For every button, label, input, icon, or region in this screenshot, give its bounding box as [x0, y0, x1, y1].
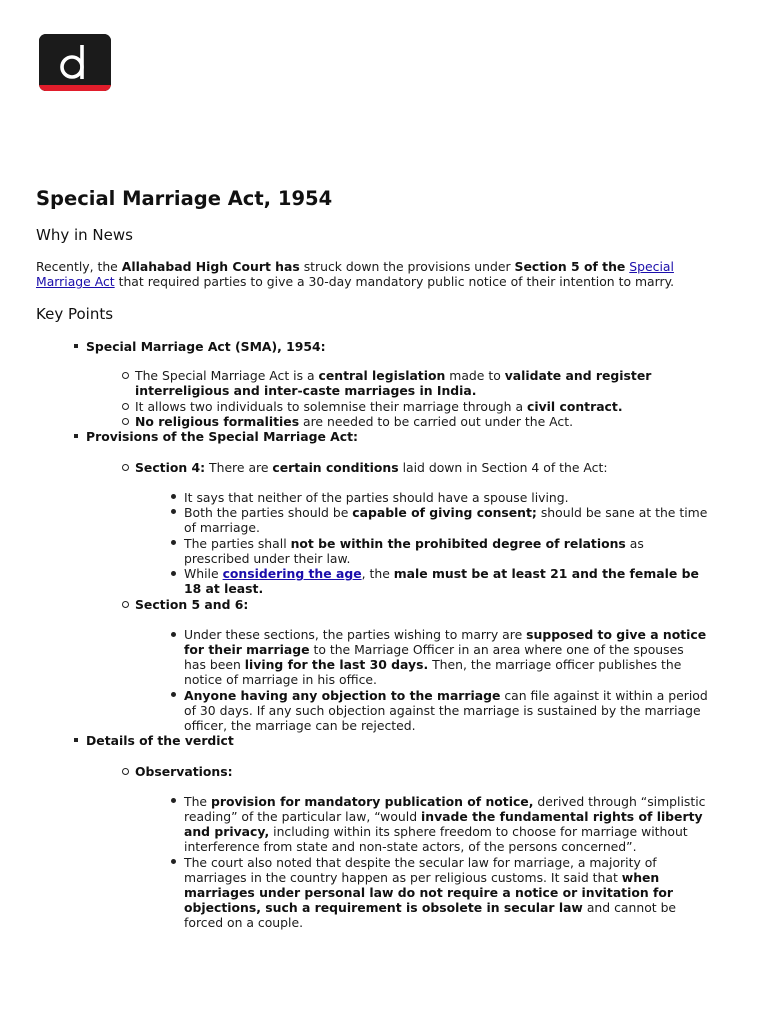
- list-item-sma: Special Marriage Act (SMA), 1954:: [86, 339, 326, 354]
- notice-2-line2: of 30 days. If any such objection against the marriage is sustained by the marriage: [184, 703, 701, 718]
- dot-bullet-icon: [171, 494, 176, 499]
- dot-bullet-icon: [171, 632, 176, 637]
- condition-2-line1: Both the parties should be capable of giving consent; should be sane at the time: [184, 505, 708, 520]
- circle-bullet-icon: [122, 403, 129, 410]
- provision-section-4: Section 4: There are certain conditions laid down in Section 4 of the Act:: [135, 460, 608, 475]
- square-bullet-icon: [74, 434, 78, 438]
- condition-1: It says that neither of the parties should have a spouse living.: [184, 490, 569, 505]
- observation-1-line1: The provision for mandatory publication of notice, derived through “simplistic: [184, 794, 706, 809]
- page-title: Special Marriage Act, 1954: [36, 187, 333, 210]
- list-item-provisions: Provisions of the Special Marriage Act:: [86, 429, 358, 444]
- observation-1-line3: and privacy, including within its sphere freedom to choose for marriage without: [184, 824, 688, 839]
- condition-4-line1: While considering the age, the male must be at least 21 and the female be: [184, 566, 699, 581]
- circle-bullet-icon: [122, 768, 129, 775]
- notice-2-line3: officer, the marriage can be rejected.: [184, 718, 416, 733]
- dot-bullet-icon: [171, 540, 176, 545]
- logo-d-icon: [39, 34, 111, 91]
- special-marriage-act-link-cont[interactable]: Marriage Act: [36, 274, 115, 289]
- condition-3-line1: The parties shall not be within the prohibited degree of relations as: [184, 536, 644, 551]
- notice-1-line2: for their marriage to the Marriage Officer in an area where one of the spouses: [184, 642, 684, 657]
- special-marriage-act-link[interactable]: Special: [629, 259, 674, 274]
- observation-2-line5: forced on a couple.: [184, 915, 304, 930]
- circle-bullet-icon: [122, 418, 129, 425]
- circle-bullet-icon: [122, 601, 129, 608]
- section-heading-news: Why in News: [36, 226, 133, 244]
- observation-2-line2: marriages in the country happen as per religious customs. It said that when: [184, 870, 660, 885]
- sma-item-3: No religious formalities are needed to be carried out under the Act.: [135, 414, 574, 429]
- circle-bullet-icon: [122, 372, 129, 379]
- square-bullet-icon: [74, 344, 78, 348]
- news-paragraph-line1: Recently, the Allahabad High Court has struck down the provisions under Section 5 of the Special: [36, 259, 674, 274]
- condition-4-line2: 18 at least.: [184, 581, 264, 596]
- provision-section-5-6: Section 5 and 6:: [135, 597, 249, 612]
- drishti-logo[interactable]: [39, 34, 111, 91]
- dot-bullet-icon: [171, 509, 176, 514]
- dot-bullet-icon: [171, 859, 176, 864]
- observation-1-line4: interference from state and non-state actors, of the persons concerned”.: [184, 839, 637, 854]
- verdict-observations: Observations:: [135, 764, 233, 779]
- considering-the-age-link[interactable]: considering the age: [222, 566, 362, 581]
- sma-item-2: It allows two individuals to solemnise their marriage through a civil contract.: [135, 399, 623, 414]
- dot-bullet-icon: [171, 571, 176, 576]
- observation-2-line3: marriages under personal law do not require a notice or invitation for: [184, 885, 674, 900]
- square-bullet-icon: [74, 738, 78, 742]
- condition-2-line2: of marriage.: [184, 520, 260, 535]
- dot-bullet-icon: [171, 692, 176, 697]
- dot-bullet-icon: [171, 798, 176, 803]
- notice-1-line3: has been living for the last 30 days. Then, the marriage officer publishes the: [184, 657, 682, 672]
- section-heading-key-points: Key Points: [36, 305, 114, 323]
- notice-1-line4: notice of marriage in his office.: [184, 672, 377, 687]
- observation-2-line4: objections, such a requirement is obsolete in secular law and cannot be: [184, 900, 677, 915]
- notice-1-line1: Under these sections, the parties wishing to marry are supposed to give a notice: [184, 627, 707, 642]
- sma-item-1-line2: interreligious and inter-caste marriages in India.: [135, 383, 477, 398]
- observation-2-line1: The court also noted that despite the secular law for marriage, a majority of: [184, 855, 657, 870]
- news-paragraph-line2: Marriage Act that required parties to give a 30-day mandatory public notice of their intention to marry.: [36, 274, 675, 289]
- list-item-verdict: Details of the verdict: [86, 733, 234, 748]
- sma-item-1-line1: The Special Marriage Act is a central legislation made to validate and register: [135, 368, 652, 383]
- observation-1-line2: reading” of the particular law, “would invade the fundamental rights of liberty: [184, 809, 703, 824]
- condition-3-line2: prescribed under their law.: [184, 551, 351, 566]
- notice-2-line1: Anyone having any objection to the marriage can file against it within a period: [184, 688, 708, 703]
- circle-bullet-icon: [122, 464, 129, 471]
